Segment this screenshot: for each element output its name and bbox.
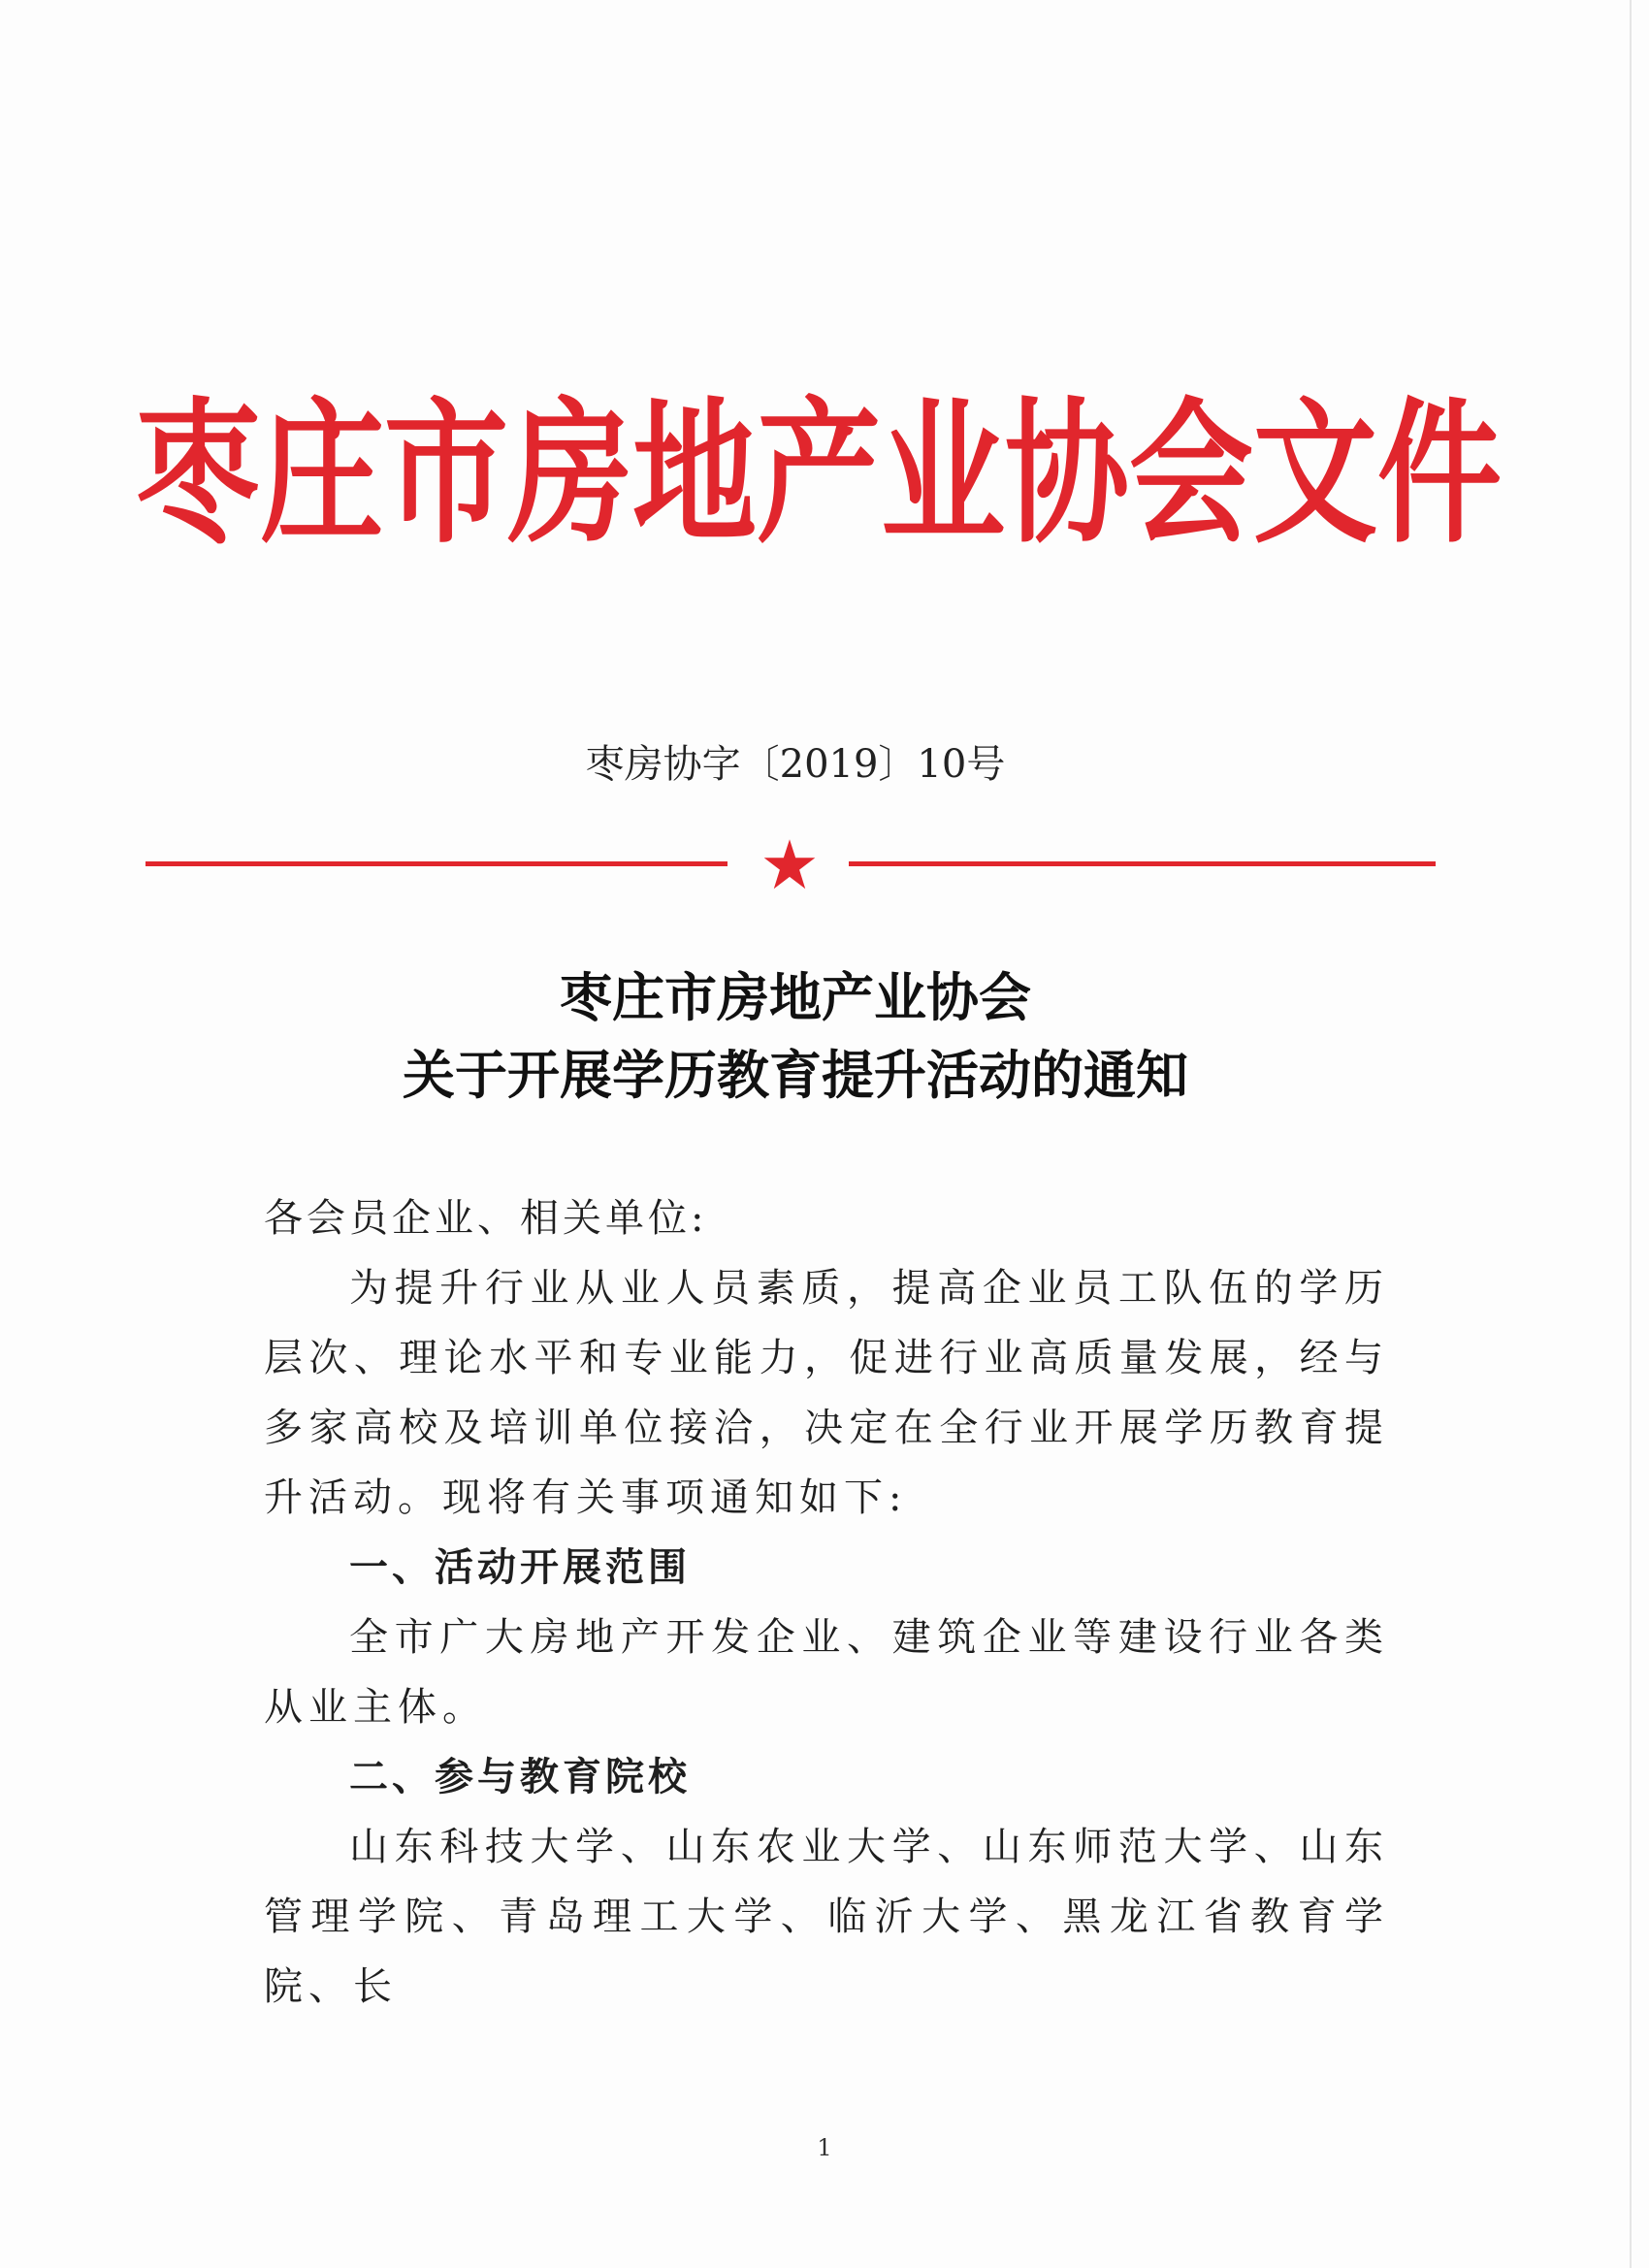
section2-heading: 二、参与教育院校 — [349, 1755, 691, 1799]
notice-title-line2: 关于开展学历教育提升活动的通知 — [403, 1044, 1188, 1106]
masthead-title: 枣庄市房地产业协会文件 — [136, 383, 1503, 566]
section1-text: 全市广大房地产开发企业、建筑企业等建设行业各类从业主体。 — [264, 1615, 1389, 1730]
section1-heading: 一、活动开展范围 — [349, 1545, 691, 1590]
notice-title-line1: 枣庄市房地产业协会 — [560, 966, 1031, 1028]
section2-text: 山东科技大学、山东农业大学、山东师范大学、山东管理学院、青岛理工大学、临沂大学、黑龙江省教育学院、长 — [264, 1825, 1389, 2009]
intro-paragraph: 为提升行业从业人员素质，提高企业员工队伍的学历层次、理论水平和专业能力，促进行业高质量发展，经与多家高校及培训单位接洽，决定在全行业开展学历教育提升活动。现将有关事项通知如下: — [264, 1266, 1389, 1520]
page-number: 1 — [817, 2134, 832, 2161]
divider-line-right — [849, 861, 1436, 866]
document-number: 枣房协字〔2019〕10号 — [585, 742, 1006, 787]
notice-body — [264, 1183, 1389, 2022]
star-icon — [762, 838, 817, 891]
salutation: 各会员企业、相关单位: — [264, 1196, 708, 1241]
page-edge — [1630, 0, 1632, 2268]
divider-line-left — [146, 861, 728, 866]
red-divider — [146, 844, 1436, 883]
